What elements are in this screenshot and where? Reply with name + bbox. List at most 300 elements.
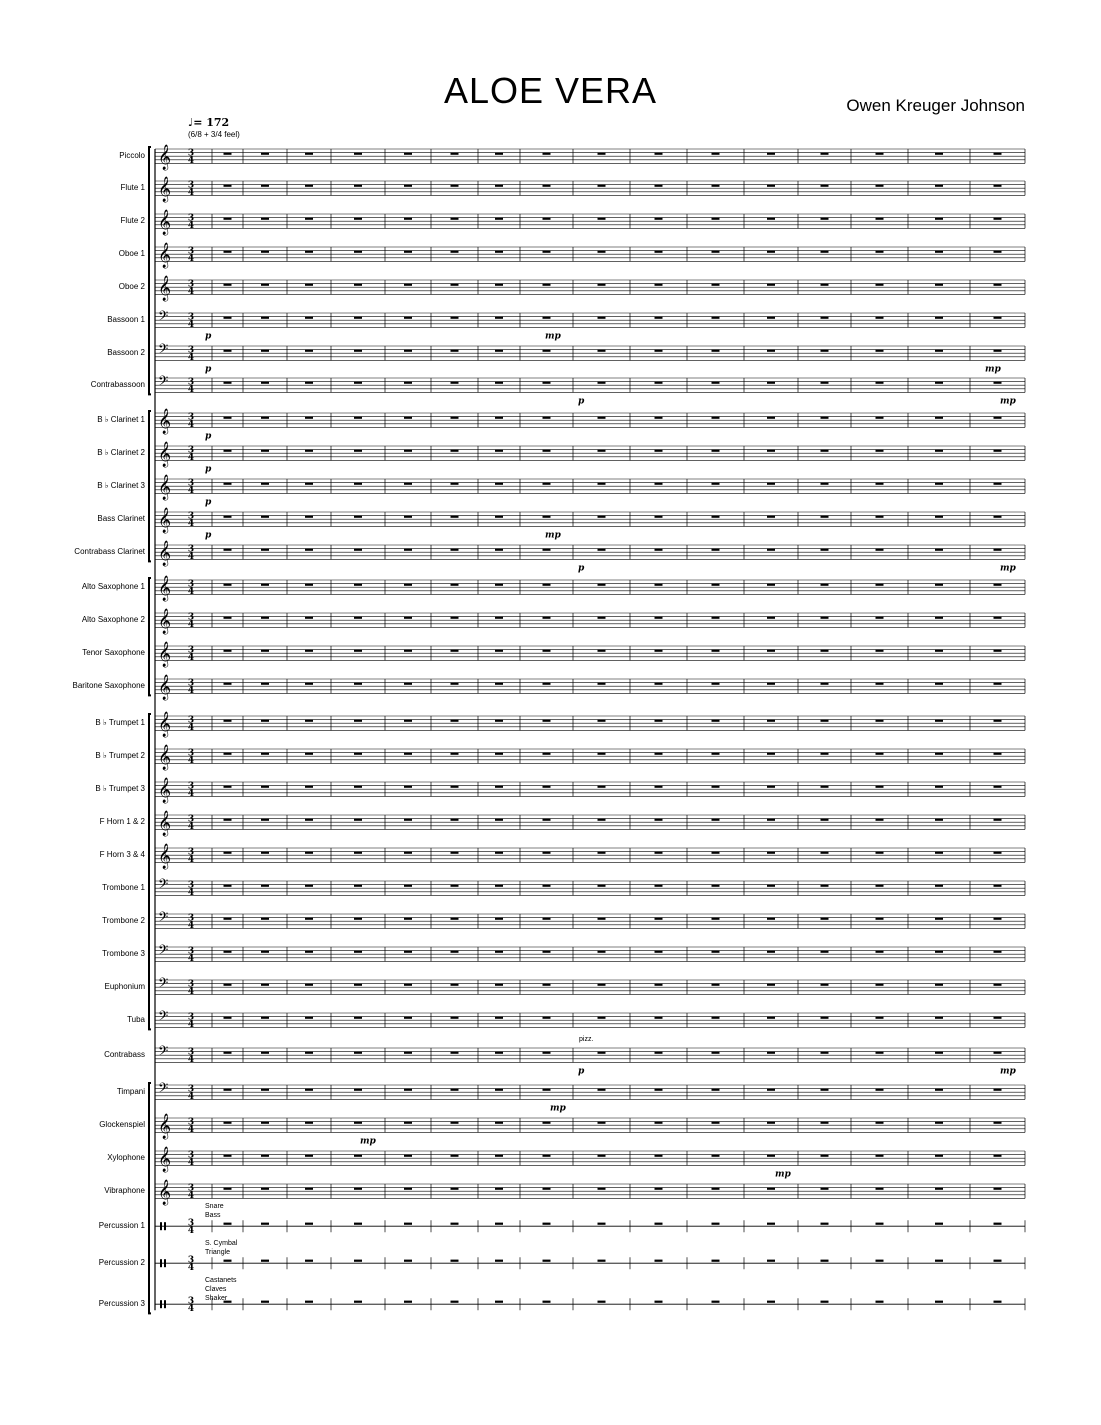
measure-rest <box>224 951 232 953</box>
measure-rest <box>305 1188 313 1190</box>
measure-rest <box>598 1155 606 1157</box>
instrument-label: Contrabass Clarinet <box>74 547 145 557</box>
measure-rest <box>305 1301 313 1303</box>
clef: 𝄞 <box>158 508 172 533</box>
measure-rest <box>935 1301 943 1303</box>
measure-rest <box>935 1052 943 1054</box>
clef: 𝄞 <box>158 145 172 170</box>
clef: 𝄞 <box>158 1147 172 1172</box>
measure-rest <box>821 1223 829 1225</box>
measure-rest <box>994 516 1002 518</box>
time-signature-top: 3 <box>187 279 195 290</box>
measure-rest <box>451 584 459 586</box>
instrument-label: B ♭ Clarinet 2 <box>97 448 145 458</box>
measure-rest <box>404 650 412 652</box>
measure-rest <box>305 819 313 821</box>
measure-rest <box>821 617 829 619</box>
measure-rest <box>935 852 943 854</box>
measure-rest <box>767 251 775 253</box>
measure-rest <box>712 1052 720 1054</box>
measure-rest <box>712 683 720 685</box>
measure-rest <box>224 819 232 821</box>
measure-rest <box>712 185 720 187</box>
time-signature-bottom: 4 <box>187 353 195 364</box>
measure-rest <box>994 852 1002 854</box>
measure-rest <box>261 650 269 652</box>
instrument-label: Trombone 1 <box>102 883 145 893</box>
measure-rest <box>767 819 775 821</box>
measure-rest <box>598 683 606 685</box>
measure-rest <box>305 382 313 384</box>
measure-rest <box>261 720 269 722</box>
instrument-label: Bassoon 2 <box>107 348 145 358</box>
time-signature-bottom: 4 <box>187 420 195 431</box>
measure-rest <box>354 350 362 352</box>
measure-rest <box>404 251 412 253</box>
perc1-instruments <box>205 1202 224 1220</box>
measure-rest <box>354 852 362 854</box>
measure-rest <box>495 350 503 352</box>
measure-rest <box>451 153 459 155</box>
measure-rest <box>495 382 503 384</box>
measure-rest <box>261 549 269 551</box>
time-signature-bottom: 4 <box>187 1125 195 1136</box>
measure-rest <box>935 617 943 619</box>
measure-rest <box>598 483 606 485</box>
measure-rest <box>224 549 232 551</box>
measure-rest <box>994 284 1002 286</box>
measure-rest <box>305 683 313 685</box>
score-title: ALOE VERA <box>443 70 658 111</box>
measure-rest <box>767 483 775 485</box>
measure-rest <box>935 317 943 319</box>
measure-rest <box>655 450 663 452</box>
measure-rest <box>598 584 606 586</box>
measure-rest <box>935 382 943 384</box>
dynamic-mp: mp <box>1000 563 1016 574</box>
measure-rest <box>305 885 313 887</box>
measure-rest <box>224 317 232 319</box>
measure-rest <box>354 753 362 755</box>
measure-rest <box>305 153 313 155</box>
measure-rest <box>655 382 663 384</box>
measure-rest <box>712 720 720 722</box>
measure-rest <box>767 1155 775 1157</box>
measure-rest <box>821 284 829 286</box>
measure-rest <box>598 885 606 887</box>
clef: 𝄞 <box>158 243 172 268</box>
time-signature-top: 3 <box>187 847 195 858</box>
measure-rest <box>224 1122 232 1124</box>
measure-rest <box>598 185 606 187</box>
measure-rest <box>598 516 606 518</box>
measure-rest <box>767 1188 775 1190</box>
time-signature-top: 3 <box>187 645 195 656</box>
contrabass-pizz: pizz. <box>579 1036 594 1043</box>
measure-rest <box>404 683 412 685</box>
time-signature-bottom: 4 <box>187 855 195 866</box>
measure-rest <box>305 584 313 586</box>
measure-rest <box>994 918 1002 920</box>
measure-rest <box>354 1188 362 1190</box>
clef: 𝄢 <box>158 1008 169 1027</box>
measure-rest <box>821 683 829 685</box>
measure-rest <box>543 317 551 319</box>
time-signature-top: 3 <box>187 1084 195 1095</box>
measure-rest <box>712 852 720 854</box>
clef: 𝄞 <box>158 409 172 434</box>
measure-rest <box>598 819 606 821</box>
clef: 𝄢 <box>158 1043 169 1062</box>
measure-rest <box>655 317 663 319</box>
instrument-label: Oboe 2 <box>118 282 145 292</box>
measure-rest <box>821 918 829 920</box>
time-signature-bottom: 4 <box>187 587 195 598</box>
measure-rest <box>543 153 551 155</box>
measure-rest <box>935 819 943 821</box>
measure-rest <box>261 1155 269 1157</box>
measure-rest <box>451 1301 459 1303</box>
measure-rest <box>876 852 884 854</box>
time-signature-bottom: 4 <box>187 954 195 965</box>
measure-rest <box>767 382 775 384</box>
measure-rest <box>354 984 362 986</box>
clef: 𝄢 <box>158 876 169 895</box>
measure-rest <box>876 185 884 187</box>
measure-rest <box>876 1089 884 1091</box>
measure-rest <box>994 153 1002 155</box>
measure-rest <box>404 918 412 920</box>
measure-rest <box>876 516 884 518</box>
measure-rest <box>767 350 775 352</box>
measure-rest <box>305 549 313 551</box>
time-signature-bottom: 4 <box>187 789 195 800</box>
instrument-label: F Horn 1 & 2 <box>99 817 145 827</box>
measure-rest <box>712 984 720 986</box>
measure-rest <box>543 1017 551 1019</box>
measure-rest <box>994 1155 1002 1157</box>
time-signature-bottom: 4 <box>187 221 195 232</box>
measure-rest <box>655 1301 663 1303</box>
measure-rest <box>404 1017 412 1019</box>
measure-rest <box>495 1223 503 1225</box>
clef: 𝄢 <box>158 373 169 392</box>
measure-rest <box>451 1017 459 1019</box>
measure-rest <box>712 885 720 887</box>
measure-rest <box>876 918 884 920</box>
measure-rest <box>598 1223 606 1225</box>
measure-rest <box>821 185 829 187</box>
measure-rest <box>598 1052 606 1054</box>
time-signature-bottom: 4 <box>187 1191 195 1202</box>
measure-rest <box>354 284 362 286</box>
measure-rest <box>261 284 269 286</box>
clef: 𝄞 <box>158 642 172 667</box>
measure-rest <box>994 382 1002 384</box>
instrument-label: Bass Clarinet <box>97 514 145 524</box>
time-signature-bottom: 4 <box>187 822 195 833</box>
measure-rest <box>451 1223 459 1225</box>
measure-rest <box>261 984 269 986</box>
measure-rest <box>224 650 232 652</box>
instrument-label: Piccolo <box>119 151 145 161</box>
dynamic-p: p <box>578 396 585 407</box>
measure-rest <box>655 1260 663 1262</box>
dynamic-p: p <box>205 464 212 475</box>
measure-rest <box>354 1223 362 1225</box>
measure-rest <box>767 1052 775 1054</box>
measure-rest <box>935 251 943 253</box>
measure-rest <box>495 185 503 187</box>
measure-rest <box>354 786 362 788</box>
measure-rest <box>712 549 720 551</box>
measure-rest <box>495 417 503 419</box>
measure-rest <box>224 720 232 722</box>
measure-rest <box>261 317 269 319</box>
measure-rest <box>712 1155 720 1157</box>
measure-rest <box>404 1301 412 1303</box>
measure-rest <box>876 951 884 953</box>
measure-rest <box>598 1089 606 1091</box>
time-signature-bottom: 4 <box>187 254 195 265</box>
measure-rest <box>543 650 551 652</box>
measure-rest <box>451 185 459 187</box>
measure-rest <box>224 1155 232 1157</box>
measure-rest <box>876 1052 884 1054</box>
measure-rest <box>354 251 362 253</box>
measure-rest <box>543 918 551 920</box>
measure-rest <box>543 516 551 518</box>
measure-rest <box>935 284 943 286</box>
instrument-label: Tuba <box>127 1015 145 1025</box>
percussion-clef <box>160 1300 162 1308</box>
time-signature-bottom: 4 <box>187 453 195 464</box>
measure-rest <box>767 786 775 788</box>
instrument-label: Flute 1 <box>120 183 145 193</box>
measure-rest <box>261 516 269 518</box>
measure-rest <box>655 218 663 220</box>
time-signature-bottom: 4 <box>187 552 195 563</box>
measure-rest <box>261 483 269 485</box>
perc1-line2: Bass <box>205 1212 221 1219</box>
measure-rest <box>994 1301 1002 1303</box>
clef: 𝄞 <box>158 1114 172 1139</box>
measure-rest <box>935 1223 943 1225</box>
measure-rest <box>876 1301 884 1303</box>
instrument-label: B ♭ Clarinet 1 <box>97 415 145 425</box>
time-signature-bottom: 4 <box>187 653 195 664</box>
measure-rest <box>767 317 775 319</box>
measure-rest <box>261 951 269 953</box>
measure-rest <box>767 218 775 220</box>
measure-rest <box>876 1017 884 1019</box>
measure-rest <box>224 786 232 788</box>
measure-rest <box>543 549 551 551</box>
measure-rest <box>935 483 943 485</box>
measure-rest <box>495 1017 503 1019</box>
measure-rest <box>876 650 884 652</box>
measure-rest <box>994 549 1002 551</box>
measure-rest <box>655 1089 663 1091</box>
clef: 𝄞 <box>158 576 172 601</box>
measure-rest <box>495 1052 503 1054</box>
instrument-label: Xylophone <box>107 1153 145 1163</box>
measure-rest <box>712 153 720 155</box>
measure-rest <box>598 720 606 722</box>
measure-rest <box>821 720 829 722</box>
measure-rest <box>224 450 232 452</box>
measure-rest <box>994 1052 1002 1054</box>
measure-rest <box>451 984 459 986</box>
measure-rest <box>767 1223 775 1225</box>
time-signature-bottom: 4 <box>187 1263 195 1274</box>
measure-rest <box>821 786 829 788</box>
measure-rest <box>495 984 503 986</box>
instrument-label: Contrabassoon <box>90 380 145 390</box>
measure-rest <box>495 1155 503 1157</box>
measure-rest <box>935 218 943 220</box>
measure-rest <box>821 1017 829 1019</box>
measure-rest <box>598 350 606 352</box>
clef: 𝄞 <box>158 778 172 803</box>
measure-rest <box>821 584 829 586</box>
measure-rest <box>495 549 503 551</box>
measure-rest <box>404 1155 412 1157</box>
measure-rest <box>224 350 232 352</box>
measure-rest <box>767 720 775 722</box>
measure-rest <box>935 984 943 986</box>
measure-rest <box>404 284 412 286</box>
measure-rest <box>451 350 459 352</box>
measure-rest <box>543 1052 551 1054</box>
time-signature-top: 3 <box>187 148 195 159</box>
measure-rest <box>261 417 269 419</box>
measure-rest <box>876 1122 884 1124</box>
measure-rest <box>404 885 412 887</box>
clef: 𝄢 <box>158 942 169 961</box>
measure-rest <box>935 918 943 920</box>
measure-rest <box>404 984 412 986</box>
measure-rest <box>821 650 829 652</box>
measure-rest <box>994 650 1002 652</box>
perc3-instruments <box>205 1276 237 1303</box>
measure-rest <box>305 284 313 286</box>
measure-rest <box>354 218 362 220</box>
measure-rest <box>598 251 606 253</box>
measure-rest <box>935 350 943 352</box>
measure-rest <box>495 720 503 722</box>
measure-rest <box>821 382 829 384</box>
measure-rest <box>451 720 459 722</box>
perc2-line1: S. Cymbal <box>205 1240 238 1247</box>
time-signature-top: 3 <box>187 1296 195 1307</box>
measure-rest <box>598 650 606 652</box>
measure-rest <box>354 1155 362 1157</box>
measure-rest <box>451 1122 459 1124</box>
percussion-clef <box>160 1222 162 1230</box>
measure-rest <box>404 549 412 551</box>
measure-rest <box>224 1260 232 1262</box>
time-signature-top: 3 <box>187 979 195 990</box>
measure-rest <box>655 720 663 722</box>
measure-rest <box>655 984 663 986</box>
measure-rest <box>261 683 269 685</box>
measure-rest <box>495 885 503 887</box>
measure-rest <box>655 852 663 854</box>
measure-rest <box>598 1260 606 1262</box>
instrument-label: Oboe 1 <box>118 249 145 259</box>
measure-rest <box>767 753 775 755</box>
time-signature-top: 3 <box>187 412 195 423</box>
measure-rest <box>655 617 663 619</box>
measure-rest <box>655 650 663 652</box>
time-signature-bottom: 4 <box>187 1158 195 1169</box>
measure-rest <box>821 1089 829 1091</box>
measure-rest <box>935 153 943 155</box>
clef: 𝄞 <box>158 276 172 301</box>
measure-rest <box>712 951 720 953</box>
measure-rest <box>404 617 412 619</box>
measure-rest <box>354 153 362 155</box>
measure-rest <box>994 720 1002 722</box>
time-signature-top: 3 <box>187 445 195 456</box>
measure-rest <box>767 852 775 854</box>
measure-rest <box>655 251 663 253</box>
measure-rest <box>495 918 503 920</box>
measure-rest <box>935 1155 943 1157</box>
section-bracket <box>149 147 151 394</box>
measure-rest <box>543 819 551 821</box>
measure-rest <box>404 753 412 755</box>
measure-rest <box>404 819 412 821</box>
measure-rest <box>354 483 362 485</box>
measure-rest <box>543 1301 551 1303</box>
measure-rest <box>305 185 313 187</box>
measure-rest <box>261 1052 269 1054</box>
measure-rest <box>712 1089 720 1091</box>
tempo-mark: ♩= 172 <box>188 116 230 129</box>
time-signature-top: 3 <box>187 715 195 726</box>
measure-rest <box>543 683 551 685</box>
measure-rest <box>712 417 720 419</box>
dynamic-p: p <box>205 364 212 375</box>
measure-rest <box>935 417 943 419</box>
measure-rest <box>655 284 663 286</box>
measure-rest <box>543 617 551 619</box>
measure-rest <box>994 753 1002 755</box>
measure-rest <box>224 185 232 187</box>
measure-rest <box>404 218 412 220</box>
measure-rest <box>261 1301 269 1303</box>
dynamic-p: p <box>205 331 212 342</box>
measure-rest <box>404 153 412 155</box>
measure-rest <box>495 450 503 452</box>
instrument-label: B ♭ Clarinet 3 <box>97 481 145 491</box>
measure-rest <box>935 951 943 953</box>
measure-rest <box>224 218 232 220</box>
time-signature-top: 3 <box>187 345 195 356</box>
measure-rest <box>767 984 775 986</box>
measure-rest <box>543 1122 551 1124</box>
measure-rest <box>876 483 884 485</box>
time-signature-top: 3 <box>187 1047 195 1058</box>
measure-rest <box>655 1052 663 1054</box>
measure-rest <box>404 382 412 384</box>
measure-rest <box>935 516 943 518</box>
time-signature-top: 3 <box>187 213 195 224</box>
measure-rest <box>495 650 503 652</box>
measure-rest <box>451 382 459 384</box>
